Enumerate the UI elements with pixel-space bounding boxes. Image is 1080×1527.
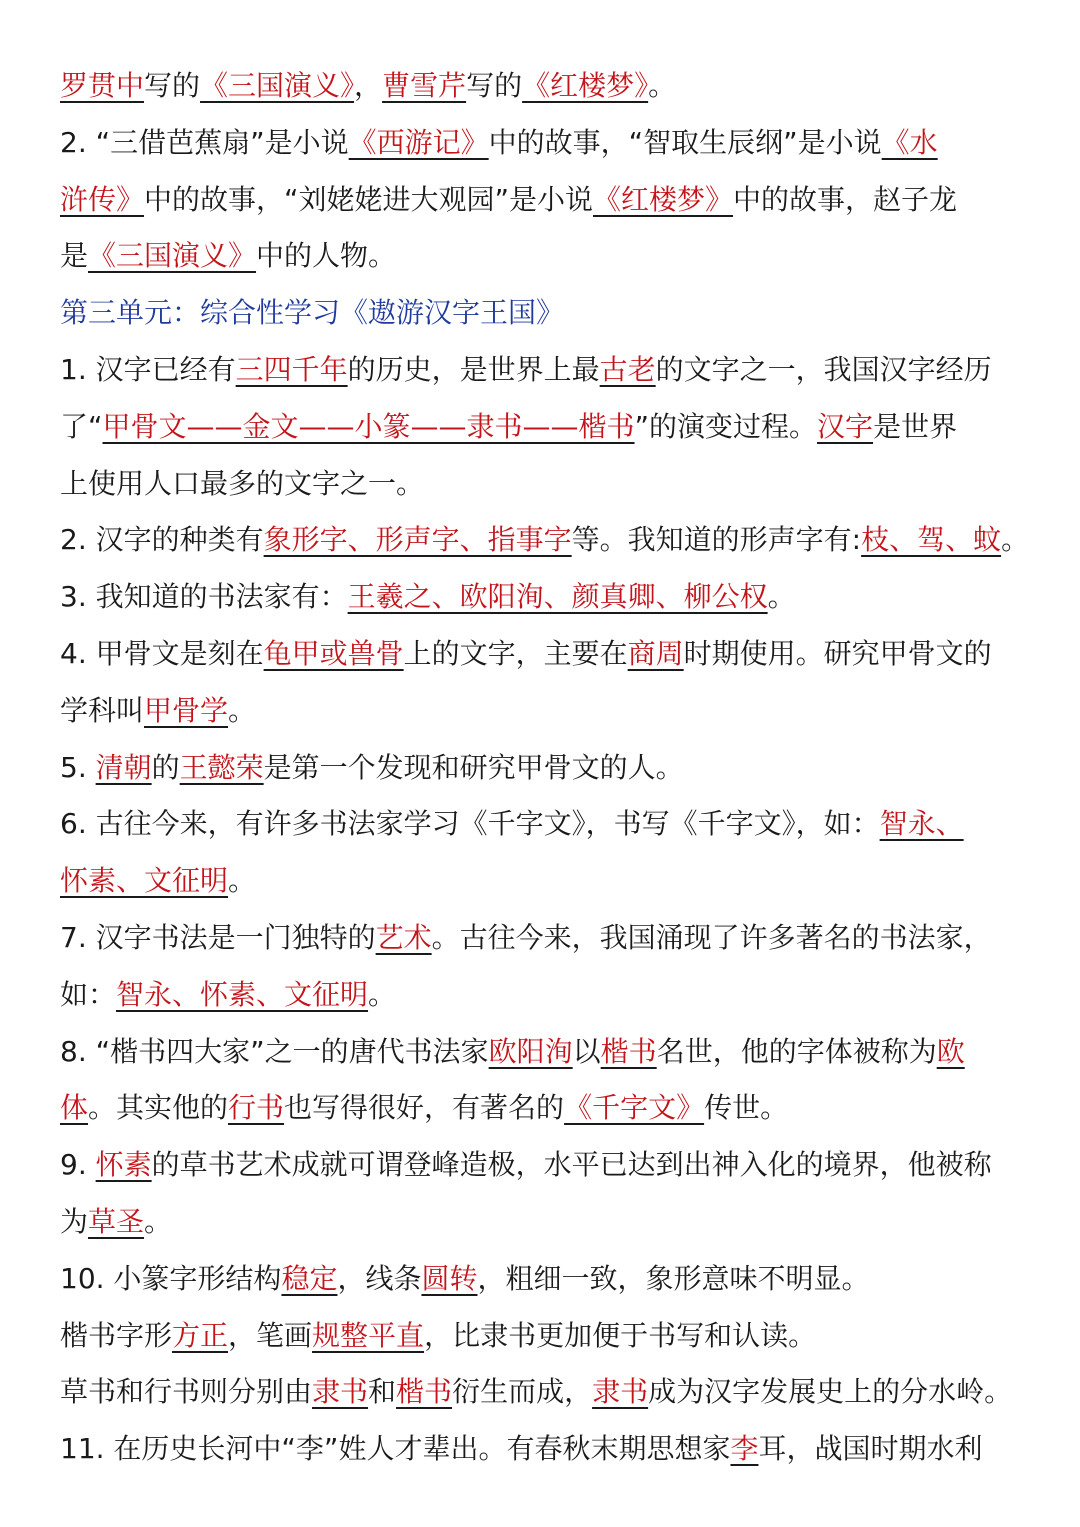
answer-text: 《西游记》 <box>348 125 489 159</box>
answer-text: 龟甲或兽骨 <box>263 636 404 670</box>
text-line <box>60 910 1035 967</box>
text-line <box>60 1364 1035 1421</box>
plain-text: 等。我知道的形声字有: <box>571 523 862 557</box>
answer-text: 三四千年 <box>235 352 348 386</box>
text-line <box>60 1251 1035 1308</box>
plain-text: 第三单元：综合性学习《遨游汉字王国》 <box>60 296 565 330</box>
answer-text: 欧 <box>936 1034 965 1068</box>
plain-text: 中的故事，赵子龙 <box>733 182 958 216</box>
answer-text: 智永、 <box>879 807 964 841</box>
plain-text: 。其实他的 <box>88 1091 229 1125</box>
text-line <box>60 58 1035 115</box>
answer-text: 楷书 <box>396 1375 453 1409</box>
plain-text: 的历史，是世界上最 <box>347 352 600 386</box>
plain-text: 。 <box>648 69 677 102</box>
answer-text: 楷书 <box>600 1034 657 1068</box>
answer-text: 曹雪芹 <box>382 69 467 102</box>
answer-text: 方正 <box>172 1318 229 1352</box>
answer-text: 体 <box>60 1091 89 1125</box>
plain-text: 也写得很好，有著名的 <box>284 1091 565 1125</box>
plain-text: 传世。 <box>704 1091 789 1125</box>
plain-text: 。 <box>767 580 796 614</box>
text-line <box>60 1194 1035 1251</box>
answer-text: 浒传》 <box>60 182 145 216</box>
document-page <box>60 58 1035 1478</box>
text-line <box>60 1421 1035 1478</box>
plain-text: 是 <box>60 239 89 273</box>
plain-text: 。 <box>144 1204 173 1238</box>
plain-text: 中的故事，“刘姥姥进大观园”是小说 <box>144 182 594 216</box>
plain-text: 7. 汉字书法是一门独特的 <box>60 920 376 954</box>
plain-text: 的文字之一，我国汉字经历 <box>655 352 992 386</box>
plain-text: 时期使用。研究甲骨文的 <box>683 636 992 670</box>
answer-text: 李 <box>730 1432 759 1466</box>
plain-text: 3. 我知道的书法家有： <box>60 580 348 614</box>
plain-text: 为 <box>60 1204 89 1238</box>
plain-text: 。 <box>228 864 257 898</box>
answer-text: 草圣 <box>88 1204 145 1238</box>
plain-text: 。 <box>228 693 257 727</box>
answer-text: 欧阳洵 <box>488 1034 573 1068</box>
section-heading <box>60 285 1035 342</box>
plain-text: 以 <box>572 1034 601 1068</box>
text-line <box>60 399 1035 456</box>
answer-text: 怀素 <box>95 1148 152 1182</box>
answer-text: 隶书 <box>312 1375 369 1409</box>
plain-text: 上的文字，主要在 <box>403 636 628 670</box>
answer-text: 艺术 <box>375 920 432 954</box>
text-line <box>60 1024 1035 1081</box>
plain-text: 9. <box>60 1148 96 1182</box>
plain-text: 的草书艺术成就可谓登峰造极，水平已达到出神入化的境界，他被称 <box>151 1148 992 1182</box>
plain-text: ，笔画 <box>228 1318 313 1352</box>
answer-text: 《水 <box>881 125 938 159</box>
plain-text: 。 <box>1001 523 1030 557</box>
plain-text: 。 <box>368 977 397 1011</box>
plain-text: ， <box>354 69 383 102</box>
text-line <box>60 172 1035 229</box>
answer-text: 规整平直 <box>312 1318 425 1352</box>
text-line <box>60 569 1035 626</box>
plain-text: 耳，战国时期水利 <box>758 1432 983 1466</box>
answer-text: 甲骨文——金文——小篆——隶书——楷书 <box>102 409 635 443</box>
plain-text: 4. 甲骨文是刻在 <box>60 636 264 670</box>
plain-text: 8. “楷书四大家”之一的唐代书法家 <box>60 1034 489 1068</box>
plain-text: 衍生而成， <box>452 1375 593 1409</box>
plain-text: 的 <box>151 750 180 784</box>
answer-text: 《三国演义》 <box>200 69 355 102</box>
plain-text: 5. <box>60 750 96 784</box>
answer-text: 清朝 <box>95 750 152 784</box>
text-line <box>60 456 1035 513</box>
answer-text: 怀素、文征明 <box>60 864 229 898</box>
plain-text: 2. “三借芭蕉扇”是小说 <box>60 125 349 159</box>
text-line <box>60 228 1035 285</box>
plain-text: 和 <box>368 1375 397 1409</box>
text-line <box>60 1137 1035 1194</box>
plain-text: ”的演变过程。 <box>634 409 818 443</box>
answer-text: 《红楼梦》 <box>522 69 649 102</box>
plain-text: ，粗细一致，象形意味不明显。 <box>477 1261 870 1295</box>
plain-text: ，线条 <box>337 1261 422 1295</box>
plain-text: 10. 小篆字形结构 <box>60 1261 282 1295</box>
plain-text: 成为汉字发展史上的分水岭。 <box>648 1375 1013 1409</box>
plain-text: 。古往今来，我国涌现了许多著名的书法家， <box>431 920 992 954</box>
text-line <box>60 626 1035 683</box>
plain-text: 中的人物。 <box>256 239 397 273</box>
answer-text: 商周 <box>627 636 684 670</box>
text-line <box>60 967 1035 1024</box>
plain-text: 写的 <box>466 69 523 102</box>
answer-text: 隶书 <box>592 1375 649 1409</box>
plain-text: 中的故事，“智取生辰纲”是小说 <box>488 125 882 159</box>
text-line <box>60 683 1035 740</box>
plain-text: 11. 在历史长河中“李”姓人才辈出。有春秋末期思想家 <box>60 1432 731 1466</box>
plain-text: 6. 古往今来，有许多书法家学习《千字文》，书写《千字文》，如： <box>60 807 880 841</box>
answer-text: 汉字 <box>817 409 874 443</box>
plain-text: 是第一个发现和研究甲骨文的人。 <box>263 750 684 784</box>
text-line <box>60 1080 1035 1137</box>
answer-text: 古老 <box>599 352 656 386</box>
answer-text: 圆转 <box>421 1261 478 1295</box>
text-line <box>60 853 1035 910</box>
answer-text: 《三国演义》 <box>88 239 257 273</box>
answer-text: 罗贯中 <box>60 69 145 102</box>
answer-text: 《千字文》 <box>564 1091 705 1125</box>
answer-text: 枝、驾、蚊 <box>861 523 1002 557</box>
plain-text: 了“ <box>60 409 103 443</box>
plain-text: 写的 <box>144 69 201 102</box>
plain-text: 名世，他的字体被称为 <box>656 1034 937 1068</box>
text-line <box>60 512 1035 569</box>
answer-text: 《红楼梦》 <box>593 182 734 216</box>
answer-text: 王懿荣 <box>179 750 264 784</box>
answer-text: 王羲之、欧阳洵、颜真卿、柳公权 <box>347 580 768 614</box>
plain-text: 学科叫 <box>60 693 145 727</box>
plain-text: ，比隶书更加便于书写和认读。 <box>424 1318 817 1352</box>
plain-text: 如： <box>60 977 117 1011</box>
text-line <box>60 1308 1035 1365</box>
text-line <box>60 115 1035 172</box>
plain-text: 草书和行书则分别由 <box>60 1375 313 1409</box>
plain-text: 2. 汉字的种类有 <box>60 523 264 557</box>
plain-text: 上使用人口最多的文字之一。 <box>60 466 425 500</box>
text-line <box>60 740 1035 797</box>
answer-text: 甲骨学 <box>144 693 229 727</box>
plain-text: 是世界 <box>873 409 958 443</box>
text-line <box>60 796 1035 853</box>
answer-text: 稳定 <box>281 1261 338 1295</box>
answer-text: 行书 <box>228 1091 285 1125</box>
plain-text: 1. 汉字已经有 <box>60 352 236 386</box>
plain-text: 楷书字形 <box>60 1318 173 1352</box>
text-line <box>60 342 1035 399</box>
answer-text: 象形字、形声字、指事字 <box>263 523 572 557</box>
answer-text: 智永、怀素、文征明 <box>116 977 369 1011</box>
